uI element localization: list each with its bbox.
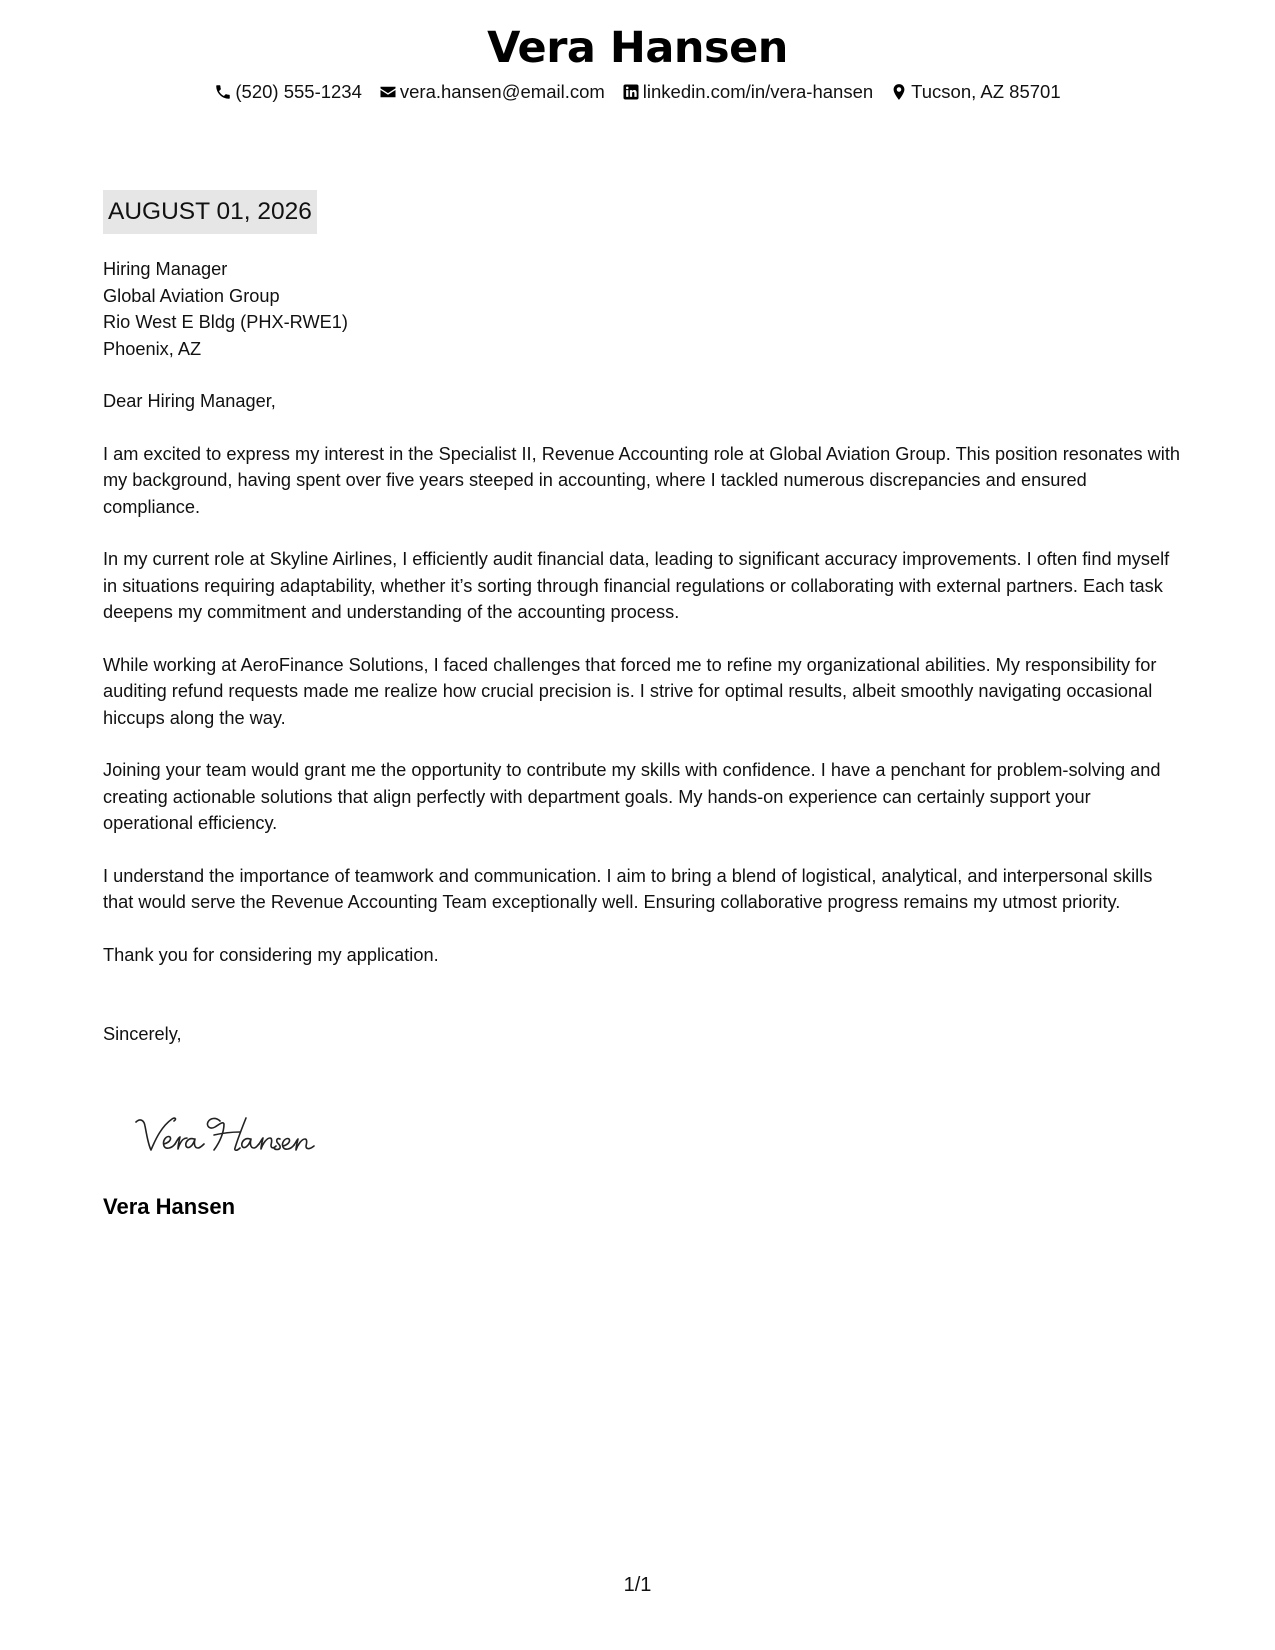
recipient-city: Phoenix, AZ	[103, 338, 202, 359]
thank-you-line: Thank you for considering my application.	[103, 944, 439, 965]
map-marker-icon	[890, 83, 908, 101]
salutation: Dear Hiring Manager,	[103, 391, 276, 411]
phone-icon	[214, 83, 232, 101]
contact-info-row	[0, 80, 1275, 104]
letter-paragraph: Joining your team would grant me the opportunity to contribute my skills with confidence. I have a penchant for problem-solving and creating actionable solutions that align perfectly with department goals. My hands-on experience can certainly support your operational efficiency.	[103, 760, 1161, 833]
letter-date: AUGUST 01, 2026	[103, 190, 317, 234]
letter-paragraph: I understand the importance of teamwork and communication. I aim to bring a blend of logistical, analytical, and interpersonal skills that would serve the Revenue Accounting Team exceptionally well. Ensuring collaborative progress remains my utmost priority.	[103, 865, 1153, 912]
recipient-company: Global Aviation Group	[103, 285, 280, 306]
letter-body	[103, 256, 1183, 1048]
envelope-icon	[379, 83, 397, 101]
letter-paragraph: While working at AeroFinance Solutions, I faced challenges that forced me to refine my organizational abilities. My responsibility for auditing refund requests made me realize how crucial precision is. I strive for optimal results, albeit smoothly navigating occasional hiccups along the way.	[103, 654, 1157, 728]
applicant-name-header: Vera Hansen	[487, 23, 788, 73]
phone-text: (520) 555-1234	[235, 81, 362, 102]
contact-linkedin[interactable]	[622, 80, 873, 104]
linkedin-text: linkedin.com/in/vera-hansen	[642, 81, 874, 102]
contact-location	[890, 80, 1060, 104]
page-number: 1/1	[623, 1574, 652, 1596]
closing-line: Sincerely,	[103, 1024, 182, 1044]
location-text: Tucson, AZ 85701	[911, 81, 1061, 102]
recipient-title: Hiring Manager	[103, 259, 228, 279]
contact-phone[interactable]	[214, 80, 362, 104]
recipient-address: Rio West E Bldg (PHX-RWE1)	[103, 312, 348, 332]
email-text: vera.hansen@email.com	[399, 81, 605, 102]
contact-email[interactable]	[379, 80, 605, 104]
handwritten-signature	[128, 1108, 348, 1162]
recipient-block	[103, 256, 1183, 362]
letter-paragraph: In my current role at Skyline Airlines, I efficiently audit financial data, leading to significant accuracy improvements. I often find myself in situations requiring adaptability, whether it’s sorting through financial regulations or collaborating with external partners. Each task deepens my commitment and understanding of the accounting process.	[103, 549, 1170, 622]
letter-paragraph: I am excited to express my interest in the Specialist II, Revenue Accounting role at Global Aviation Group. This position resonates with my background, having spent over five years steeped in accounting, where I tackled numerous discrepancies and ensured compliance.	[103, 443, 1180, 517]
linkedin-icon	[622, 83, 640, 101]
signer-name: Vera Hansen	[103, 1194, 236, 1219]
